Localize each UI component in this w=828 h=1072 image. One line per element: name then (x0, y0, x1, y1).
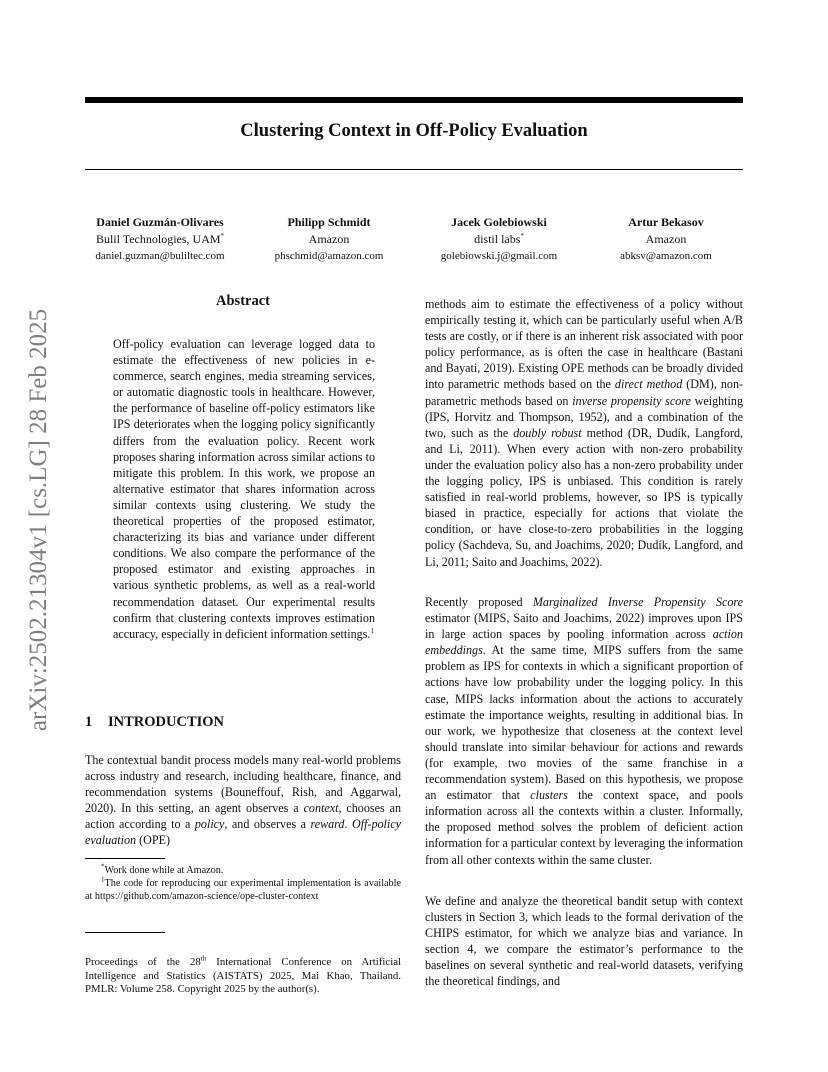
author-affiliation: Amazon (645, 232, 687, 246)
author-email: phschmid@amazon.com (274, 250, 384, 262)
footnote: *Work done while at Amazon. (101, 862, 224, 876)
arxiv-stamp: arXiv:2502.21304v1 [cs.LG] 28 Feb 2025 (25, 308, 52, 732)
footnotes (85, 864, 401, 903)
author-affiliation: Bulil Technologies, UAM* (95, 232, 225, 246)
author-affiliation: distil labs* (474, 232, 524, 246)
author-affiliation: Amazon (308, 232, 350, 246)
paper-title: Clustering Context in Off-Policy Evaluation (240, 121, 588, 141)
footnote-mark: 1 (370, 626, 374, 635)
abstract-text: Off-policy evaluation can leverage logged data to estimate the effectiveness of new policies in e-commerce, search engines, media streaming services, or automatic diagnostic tools in healthcare. However, the performance of baseline off-policy estimators like IPS deteriorates when the logging policy significantly differs from the evaluation policy. Recent work proposes sharing information across similar actions to mitigate this problem. In this work, we propose an alternative estimator that shares information across similar contexts using clustering. We study the theoretical properties of the proposed estimator, characterizing its bias and variance under different conditions. We also compare the performance of the proposed estimator and existing approaches in various synthetic problems, as well as a real-world recommendation dataset. Our experimental results confirm that clustering contexts improves estimation accuracy, especially in deficient information settings.$^1$ (113, 337, 375, 641)
author-name: Jacek Golebiowski (451, 215, 547, 229)
author-email: abksv@amazon.com (620, 250, 712, 262)
body-paragraph: methods aim to estimate the effectiveness of a policy without empirically testing it, which can be particularly useful when A/B tests are costly, or if there is an inherent risk associated with poor policy performance, as is often the case in healthcare (Bastani and Bayati, 2019). Existing OPE methods can be broadly divided into parametric methods based on the direct method (DM), non-parametric methods based on inverse propensity score weighting (IPS, Horvitz and Thompson, 1952), and a combination of the two, such as the doubly robust method (DR, Dudík, Langford, and Li, 2011). When every action with non-zero probability under the evaluation policy also has a non-zero probability under the logging policy, IPS is unbiased. This condition is rarely satisfied in real-world problems, however, so IPS is typically biased in practice, especially for actions that violate the condition, or have close-to-zero probabilities in the logging policy (Sachdeva, Su, and Joachims, 2020; Dudík, Langford, and Li, 2011; Saito and Joachims, 2022). (425, 297, 744, 569)
proceedings-note: Proceedings of the 28th International Conference on Artificial Intelligence and Statistics (AISTATS) 2025, Mai Khao, Thailand. PMLR: Volume 258. Copyright 2025 by the author(s). (85, 954, 401, 995)
body-paragraph: We define and analyze the theoretical bandit setup with context clusters in Section 3, which leads to the formal derivation of the CHIPS estimator, for which we analyze bias and variance. In section 4, we compare the estimator’s performance to the baselines on several synthetic and real-world datasets, verifying the theoretical findings, and (425, 894, 743, 989)
author-name: Daniel Guzmán-Olivares (96, 215, 224, 229)
author-block (419, 214, 579, 265)
author-block (249, 214, 409, 265)
section-heading: 1 INTRODUCTION (85, 714, 225, 730)
author-name: Artur Bekasov (628, 215, 704, 229)
author-email: daniel.guzman@buliltec.com (95, 250, 225, 262)
title-rule-bottom (85, 169, 743, 170)
footnote: $^1$The code for reproducing our experimental implementation is available at https://github.com/amazon-science/ope-cluster-context (85, 875, 401, 902)
author-block (596, 214, 736, 265)
footnote-rule (85, 932, 165, 933)
intro-paragraph: The contextual bandit process models many real-world problems across industry and research, including healthcare, finance, and recommendation systems (Bouneffouf, Rish, and Aggarwal, 2020). In this setting, an agent observes a context, chooses an action according to a policy, and observes a reward. Off-policy evaluation (OPE) (85, 753, 401, 848)
title-rule-top (85, 97, 743, 103)
author-email: golebiowski.j@gmail.com (440, 250, 558, 262)
footnote-rule (85, 858, 165, 859)
author-name: Philipp Schmidt (287, 215, 371, 229)
body-paragraph: Recently proposed Marginalized Inverse Propensity Score estimator (MIPS, Saito and Joachims, 2022) improves upon IPS in large action spaces by pooling information across action embeddings. At the same time, MIPS suffers from the same problem as IPS for contexts in which a significant proportion of actions have low probability under the logging policy. In this case, MIPS lacks information about the actions to accurately estimate the importance weights, resulting in additional bias. In our work, we hypothesize that closeness at the context level should translate into similar behaviour for actions and rewards (for example, two movies of the same franchise in a recommendation system). Based on this hypothesis, we propose an estimator that clusters the context space, and pools information across all the contexts within a cluster. Informally, the proposed method solves the problem of deficient action information for a particular context by leveraging the information from all other contexts within the same cluster. (425, 595, 743, 867)
abstract-heading: Abstract (216, 293, 270, 309)
author-block (70, 214, 250, 265)
